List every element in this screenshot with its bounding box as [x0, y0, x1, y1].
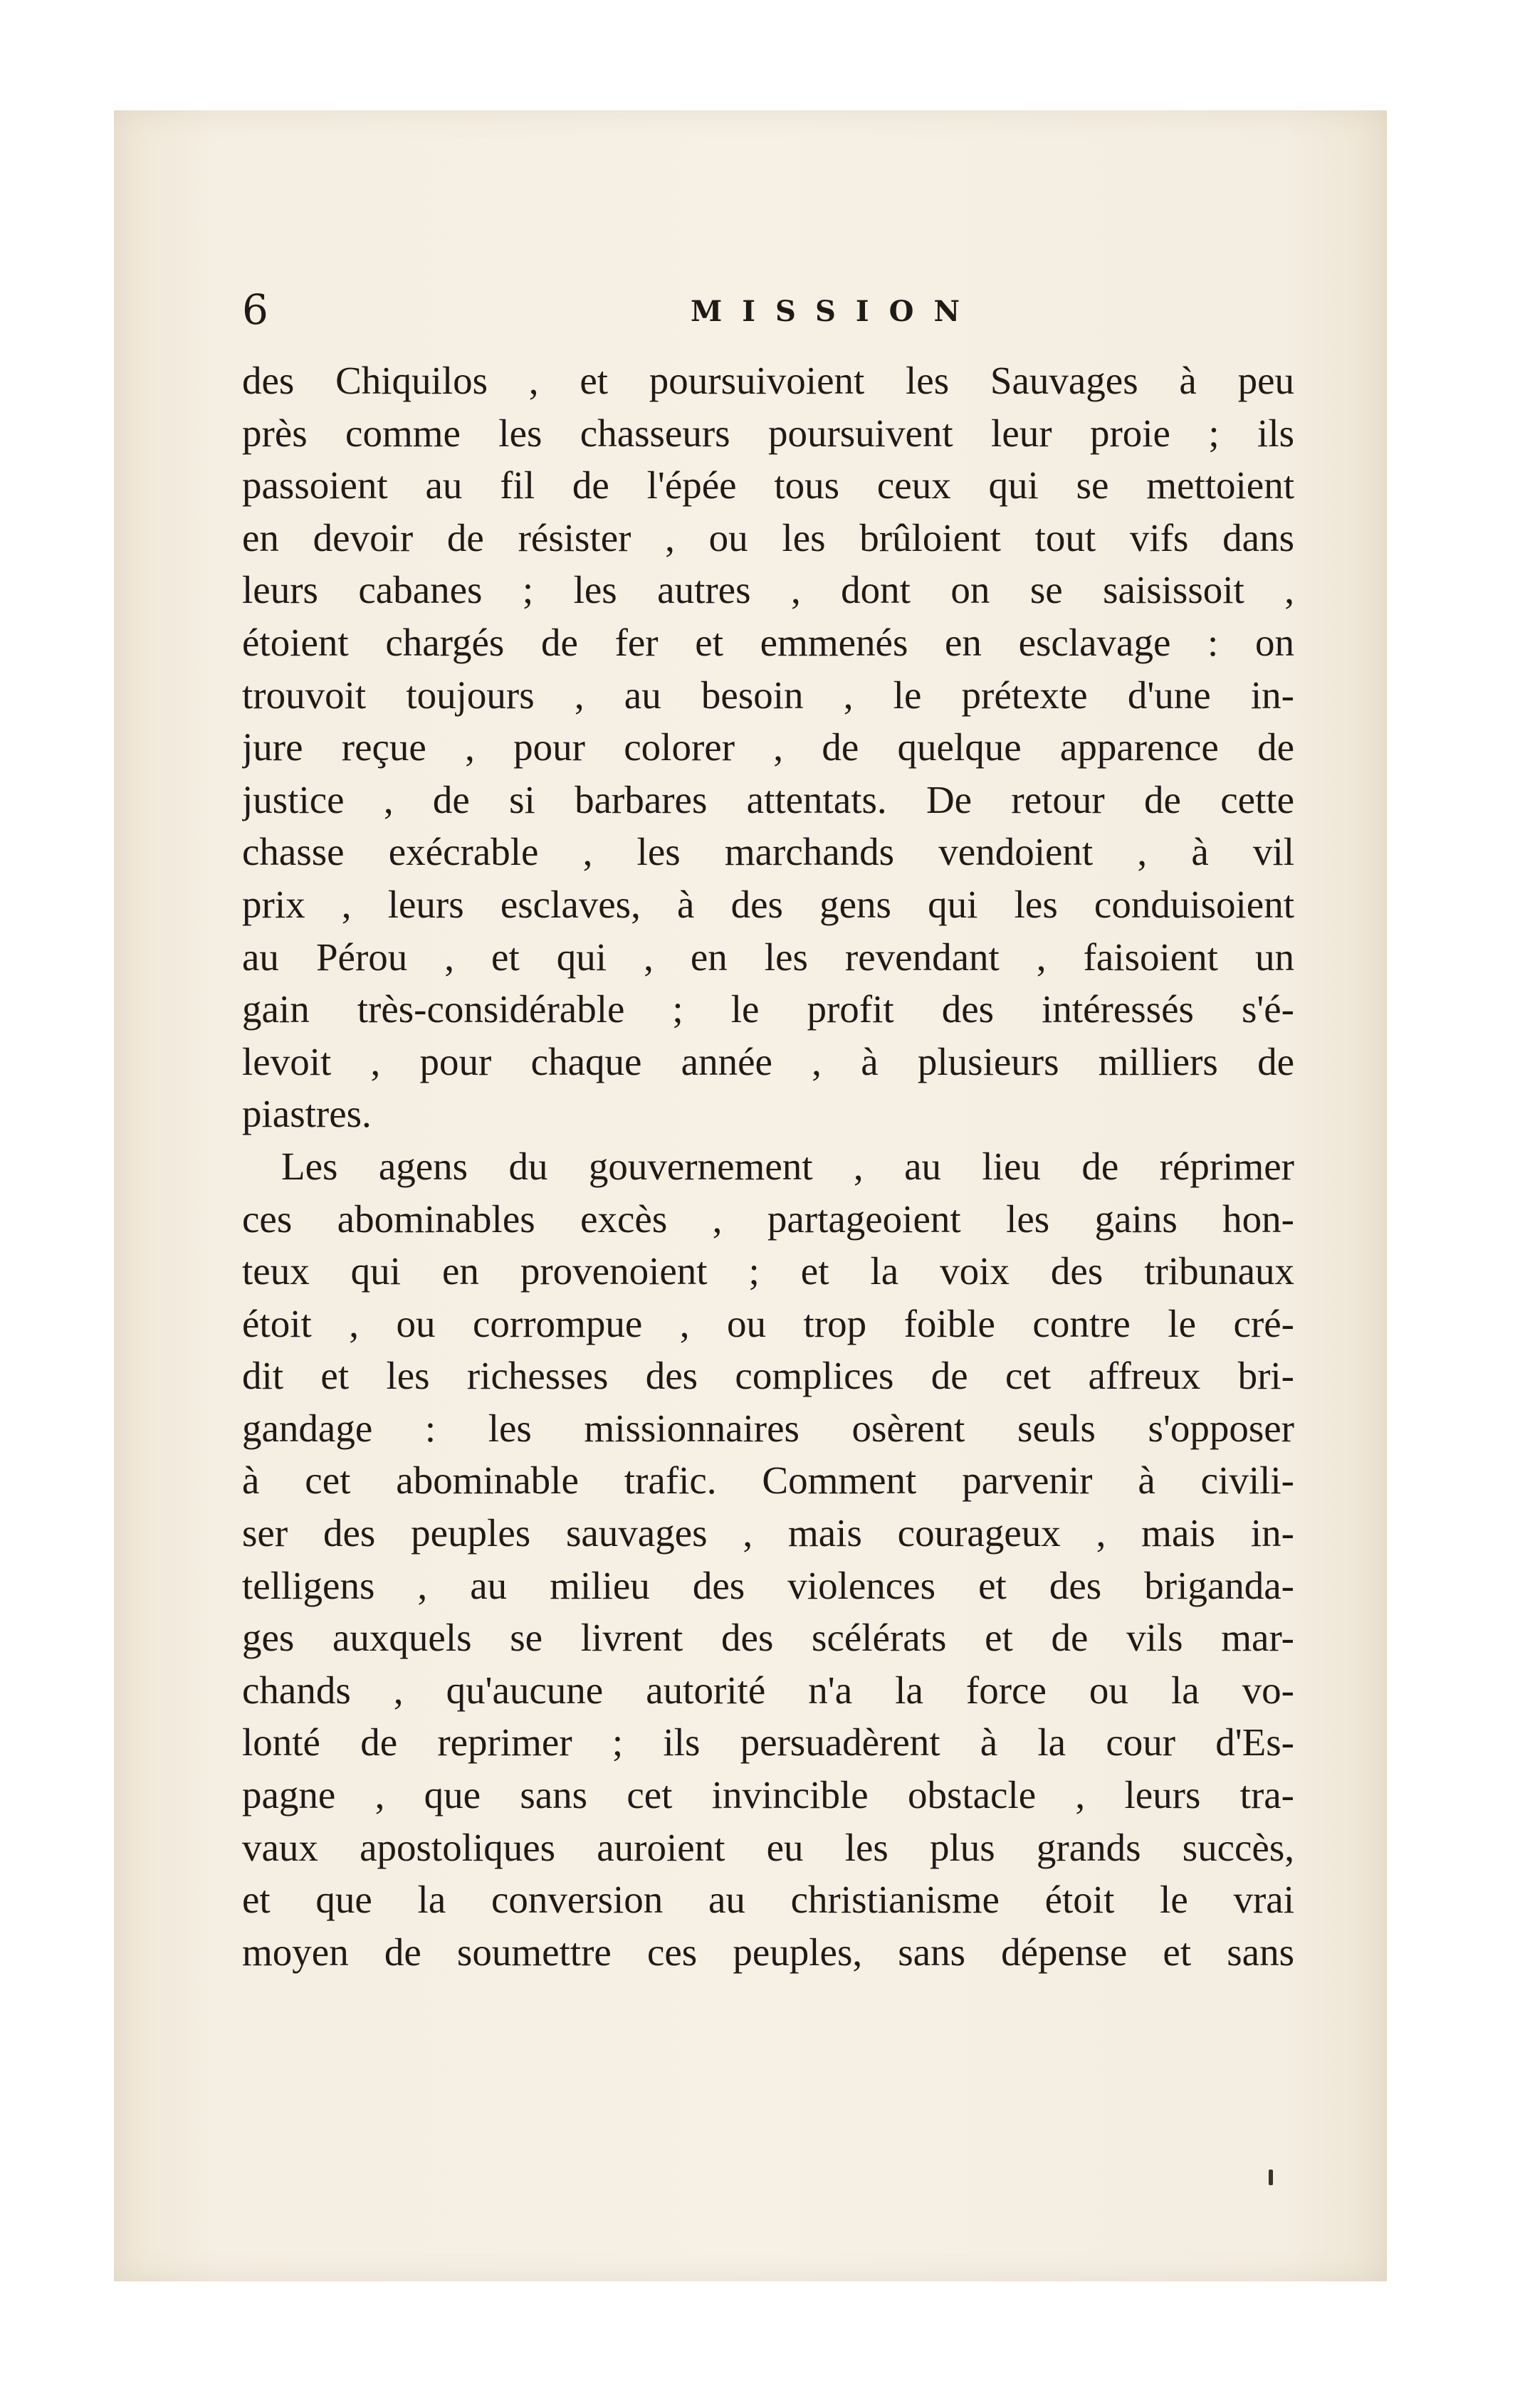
body-text — [242, 354, 1294, 1978]
text-line: teux qui en provenoient ; et la voix des tribunaux — [242, 1249, 1294, 1293]
text-line: gandage : les missionnaires osèrent seuls s'opposer — [242, 1406, 1294, 1450]
text-line: pagne , que sans cet invincible obstacle , leurs tra- — [242, 1773, 1294, 1817]
text-line: justice , de si barbares attentats. De retour de cette — [242, 777, 1294, 821]
text-line: à cet abominable trafic. Comment parvenir à civili- — [242, 1458, 1294, 1503]
text-line: passoient au fil de l'épée tous ceux qui se mettoient — [242, 463, 1294, 508]
text-line: moyen de soumettre ces peuples, sans dépense et sans — [242, 1930, 1294, 1974]
ink-mark — [1269, 2170, 1273, 2185]
text-line: près comme les chasseurs poursuivent leur proie ; ils — [242, 411, 1294, 455]
text-line: levoit , pour chaque année , à plusieurs milliers de — [242, 1039, 1294, 1083]
page-header — [242, 281, 1296, 338]
text-line: des Chiquilos , et poursuivoient les Sauvages à peu — [242, 359, 1294, 402]
text-line: étoit , ou corrompue , ou trop foible contre le cré- — [242, 1301, 1294, 1345]
page-number: 6 — [242, 285, 268, 334]
text-line: étoient chargés de fer et emmenés en esclavage : on — [242, 620, 1294, 664]
text-line: prix , leurs esclaves, à des gens qui les conduisoient — [242, 882, 1294, 926]
text-line: au Pérou , et qui , en les revendant , faisoient un — [242, 935, 1294, 979]
text-line: vaux apostoliques auroient eu les plus grands succès, — [242, 1825, 1294, 1869]
text-line: en devoir de résister , ou les brûloient tout vifs dans — [242, 515, 1294, 559]
text-line: et que la conversion au christianisme étoit le vrai — [242, 1878, 1294, 1922]
text-line: leurs cabanes ; les autres , dont on se saisissoit , — [242, 568, 1294, 612]
text-line: chasse exécrable , les marchands vendoient , à vil — [242, 830, 1294, 874]
text-line: gain très-considérable ; le profit des intéressés s'é- — [242, 987, 1294, 1031]
text-line: jure reçue , pour colorer , de quelque apparence de — [242, 725, 1294, 769]
text-line: piastres. — [242, 1092, 372, 1136]
running-title: MISSION — [691, 295, 980, 328]
text-line: dit et les richesses des complices de cet affreux bri- — [242, 1354, 1294, 1398]
text-line: trouvoit toujours , au besoin , le prétexte d'une in- — [242, 673, 1294, 717]
text-line: chands , qu'aucune autorité n'a la force ou la vo- — [242, 1668, 1294, 1712]
text-line: lonté de reprimer ; ils persuadèrent à la cour d'Es- — [242, 1720, 1294, 1765]
text-line: ser des peuples sauvages , mais courageux , mais in- — [242, 1511, 1294, 1555]
text-line: telligens , au milieu des violences et des briganda- — [242, 1563, 1294, 1607]
text-line: ces abominables excès , partageoient les gains hon- — [242, 1197, 1294, 1241]
text-line: ges auxquels se livrent des scélérats et de vils mar- — [242, 1616, 1294, 1660]
text-line: Les agens du gouvernement , au lieu de réprimer — [281, 1144, 1294, 1188]
